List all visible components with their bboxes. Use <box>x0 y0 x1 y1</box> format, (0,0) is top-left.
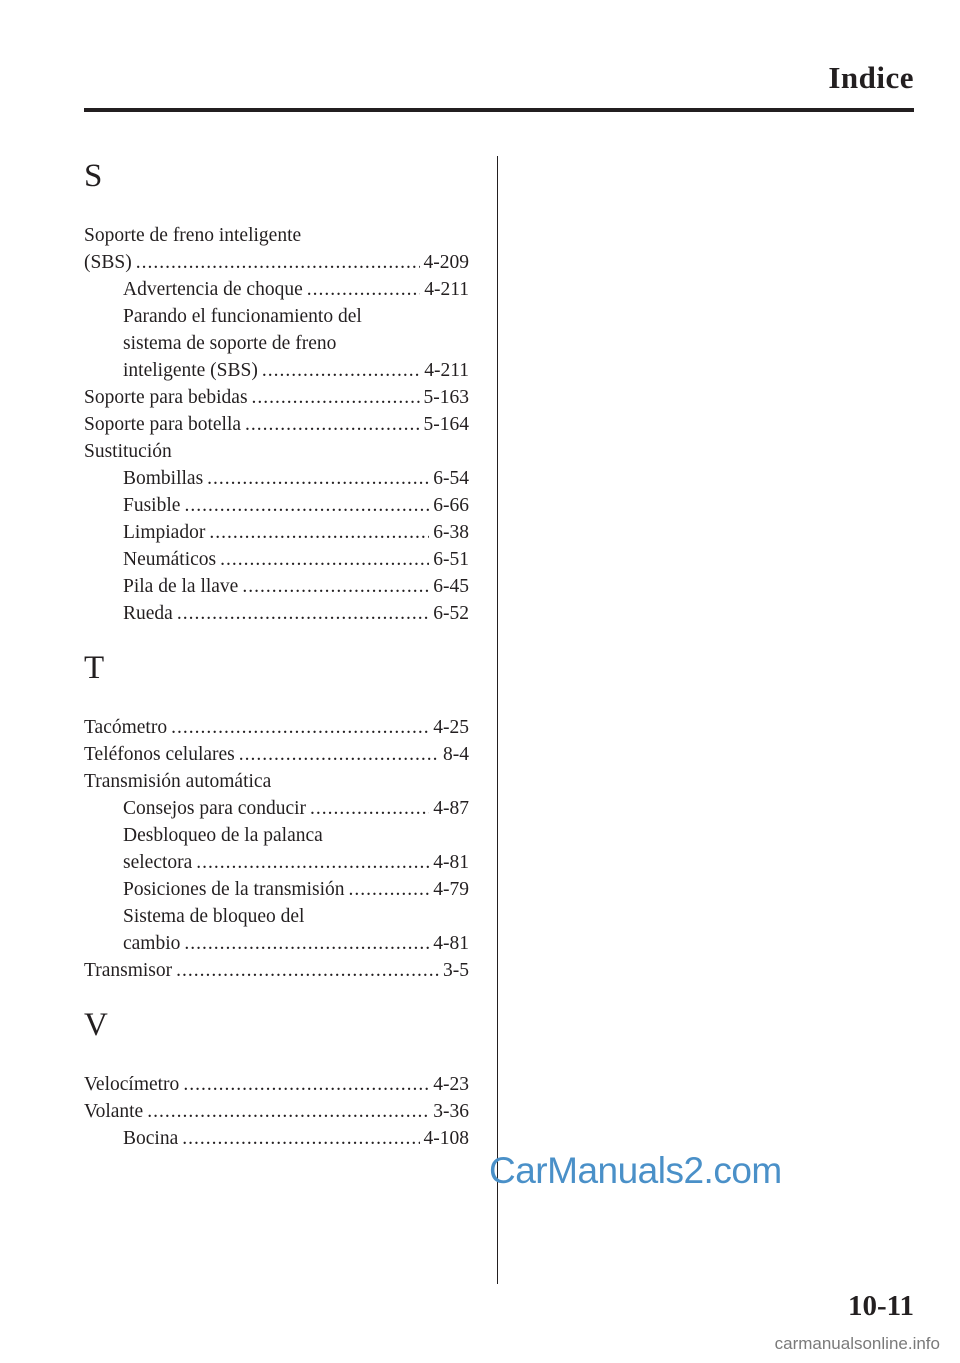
dot-leader <box>183 1071 429 1098</box>
index-subentry <box>84 600 469 627</box>
entry-text: Limpiador <box>123 522 206 543</box>
dot-leader <box>147 1098 429 1125</box>
entry-page-ref: 5-164 <box>423 414 469 435</box>
entry-page-ref: 5-163 <box>423 387 469 408</box>
entry-text: Velocímetro <box>84 1074 180 1095</box>
index-entry <box>84 741 469 768</box>
entry-page-ref: 4-211 <box>424 279 469 300</box>
entry-text: Sustitución <box>84 441 172 462</box>
entry-text: inteligente (SBS) <box>123 360 258 381</box>
entry-text: Pila de la llave <box>123 576 239 597</box>
footer-site-watermark: carmanualsonline.info <box>774 1334 940 1353</box>
dot-leader <box>177 600 429 627</box>
dot-leader <box>176 957 439 984</box>
entry-text: Posiciones de la transmisión <box>123 879 345 900</box>
watermark-logo: CarManuals2.com <box>489 1150 782 1191</box>
dot-leader <box>220 546 429 573</box>
page-header-title: Indice <box>828 60 914 95</box>
index-entry <box>84 1098 469 1125</box>
index-subentry <box>84 573 469 600</box>
dot-leader <box>239 741 439 768</box>
entry-text: Tacómetro <box>84 717 168 738</box>
dot-leader <box>307 276 420 303</box>
dot-leader <box>349 876 430 903</box>
index-subentry <box>84 465 469 492</box>
entry-text: Desbloqueo de la palanca <box>123 825 323 846</box>
dot-leader <box>196 849 429 876</box>
entry-text: Soporte para bebidas <box>84 387 248 408</box>
entry-text: sistema de soporte de freno <box>123 333 337 354</box>
index-subentry <box>84 795 469 822</box>
entry-text: Fusible <box>123 495 181 516</box>
entry-text: Transmisión automática <box>84 771 272 792</box>
entry-page-ref: 6-52 <box>433 603 469 624</box>
entry-text: Soporte para botella <box>84 414 242 435</box>
index-subentry <box>84 546 469 573</box>
index-subentry <box>84 822 469 849</box>
section-letter: S <box>84 158 103 194</box>
entry-page-ref: 4-209 <box>423 252 469 273</box>
dot-leader <box>184 930 429 957</box>
entry-text: Soporte de freno inteligente <box>84 225 302 246</box>
index-section <box>84 1007 469 1152</box>
index-entry <box>84 768 469 795</box>
section-letter: T <box>84 650 105 686</box>
header-rule <box>84 108 914 112</box>
index-subentry <box>84 492 469 519</box>
index-column <box>84 158 469 1152</box>
dot-leader <box>136 249 420 276</box>
index-subentry <box>84 876 469 903</box>
entry-page-ref: 6-54 <box>433 468 469 489</box>
index-entry <box>84 957 469 984</box>
page-number: 10-11 <box>847 1290 914 1322</box>
entry-text: Neumáticos <box>123 549 217 570</box>
dot-leader <box>262 357 420 384</box>
section-letter: V <box>84 1007 108 1043</box>
index-entry <box>84 384 469 411</box>
index-subentry <box>84 1125 469 1152</box>
index-subentry <box>84 849 469 876</box>
entry-page-ref: 4-25 <box>433 717 469 738</box>
entry-page-ref: 6-51 <box>433 549 469 570</box>
entry-text: Bombillas <box>123 468 204 489</box>
entry-page-ref: 8-4 <box>443 744 469 765</box>
dot-leader <box>209 519 429 546</box>
entry-page-ref: 6-38 <box>433 522 469 543</box>
dot-leader <box>252 384 420 411</box>
dot-leader <box>310 795 429 822</box>
entry-page-ref: 3-5 <box>443 960 469 981</box>
entry-page-ref: 4-81 <box>433 852 469 873</box>
dot-leader <box>184 492 429 519</box>
index-subentry <box>84 357 469 384</box>
entry-page-ref: 4-81 <box>433 933 469 954</box>
dot-leader <box>182 1125 419 1152</box>
index-entry <box>84 1071 469 1098</box>
entry-page-ref: 6-45 <box>433 576 469 597</box>
entry-text: Sistema de bloqueo del <box>123 906 305 927</box>
index-section <box>84 650 469 984</box>
entry-text: Teléfonos celulares <box>84 744 235 765</box>
index-subentry <box>84 303 469 330</box>
column-divider <box>497 156 498 1284</box>
entry-page-ref: 4-108 <box>423 1128 469 1149</box>
entry-text: Consejos para conducir <box>123 798 307 819</box>
entry-text: Bocina <box>123 1128 179 1149</box>
dot-leader <box>171 714 429 741</box>
index-entry <box>84 249 469 276</box>
index-subentry <box>84 330 469 357</box>
index-entry <box>84 438 469 465</box>
entry-text: Rueda <box>123 603 173 624</box>
entry-text: Advertencia de choque <box>123 279 303 300</box>
dot-leader <box>242 573 429 600</box>
entry-text: cambio <box>123 933 181 954</box>
index-entry <box>84 714 469 741</box>
entry-page-ref: 4-23 <box>433 1074 469 1095</box>
index-subentry <box>84 276 469 303</box>
entry-text: Parando el funcionamiento del <box>123 306 362 327</box>
entry-page-ref: 4-211 <box>424 360 469 381</box>
entry-text: selectora <box>123 852 193 873</box>
entry-page-ref: 3-36 <box>433 1101 469 1122</box>
dot-leader <box>245 411 419 438</box>
entry-text: Transmisor <box>84 960 173 981</box>
entry-text: Volante <box>84 1101 144 1122</box>
dot-leader <box>207 465 429 492</box>
entry-page-ref: 4-87 <box>433 798 469 819</box>
index-section <box>84 158 469 627</box>
entry-page-ref: 4-79 <box>433 879 469 900</box>
index-entry <box>84 222 469 249</box>
index-entry <box>84 411 469 438</box>
index-subentry <box>84 903 469 930</box>
index-subentry <box>84 519 469 546</box>
index-subentry <box>84 930 469 957</box>
entry-text: (SBS) <box>84 252 132 273</box>
entry-page-ref: 6-66 <box>433 495 469 516</box>
